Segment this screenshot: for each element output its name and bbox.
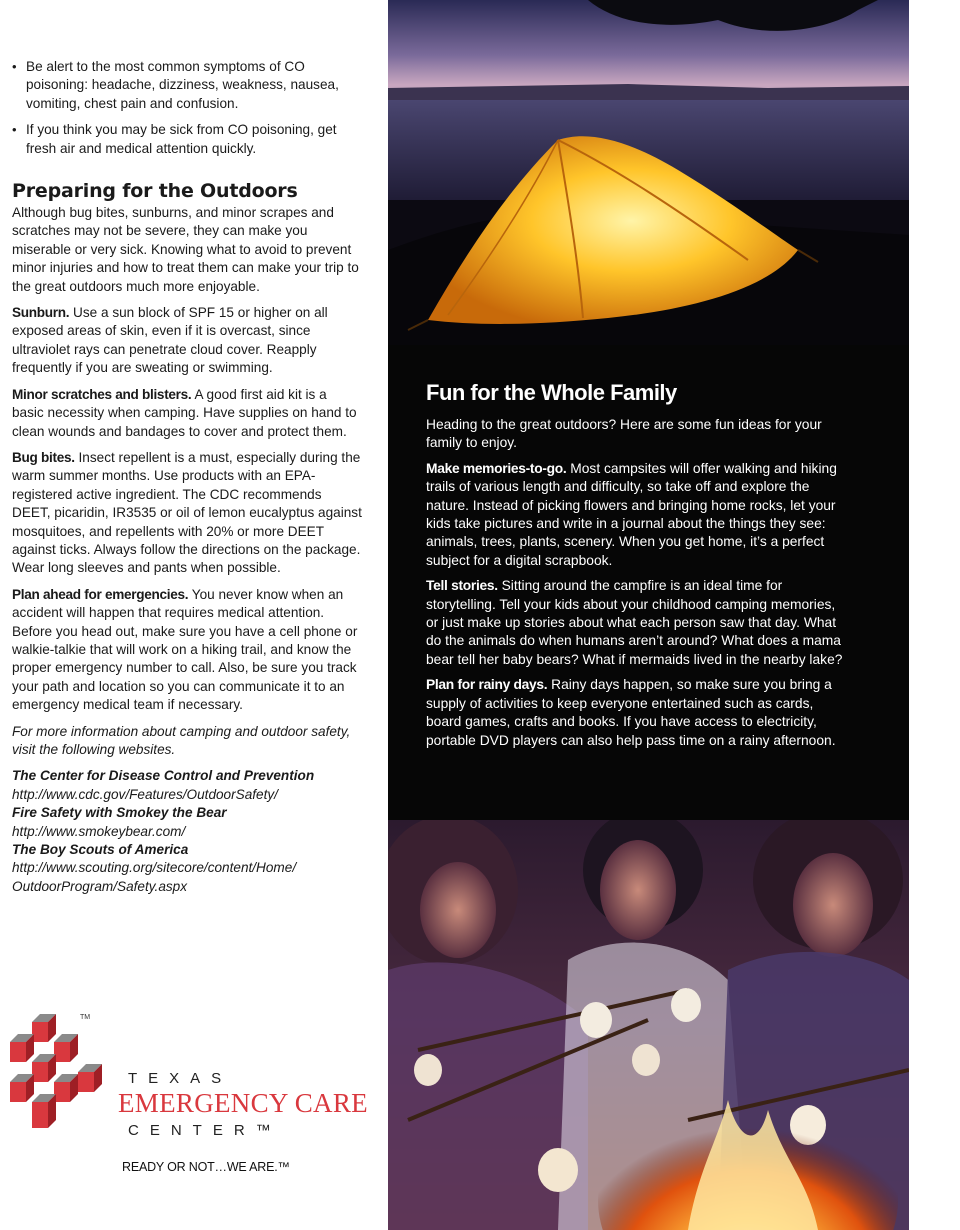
link-org-name: The Center for Disease Control and Prevention [12, 768, 315, 784]
texas-ecc-logo [8, 1010, 368, 1190]
scratches-paragraph [12, 386, 362, 441]
co-symptoms-list [12, 58, 362, 158]
paragraph-text: Sitting around the campfire is an ideal time for storytelling. Tell your kids about your childhood camping memories, or just make up stories about what each person saw that day. What do the animals do when humans aren’t around? What does a mama bear tell her baby bears? What if mermaids lived in the nearby lake? [426, 578, 843, 667]
paragraph-text: A good first aid kit is a basic necessity when camping. Have supplies on hand to clean wounds and bandages to cover and protect them. [12, 386, 357, 439]
paragraph-lead: Minor scratches and blisters. [12, 386, 192, 402]
right-panel [388, 0, 909, 1230]
resource-links [12, 767, 362, 896]
list-item: • Be alert to the most common symptoms of CO poisoning: headache, dizziness, weakness, nausea, vomiting, chest pain and confusion. [12, 58, 362, 113]
paragraph-text: Rainy days happen, so make sure you bring a supply of activities to keep everyone entertained such as cards, board games, crafts and books. If you have access to electricity, portable DVD players can also help pass time on a rainy afternoon. [426, 677, 836, 748]
family-intro: Heading to the great outdoors? Here are some fun ideas for your family to enjoy. [426, 417, 822, 451]
more-info-text: For more information about camping and outdoor safety, visit the following websites. [12, 723, 351, 757]
left-column [12, 58, 362, 896]
family-section [426, 378, 846, 757]
link-url[interactable]: http://www.cdc.gov/Features/OutdoorSafety/ [12, 786, 278, 802]
bug-bites-paragraph [12, 449, 362, 578]
campfire-photo [388, 820, 909, 1230]
paragraph-lead: Make memories-to-go. [426, 460, 567, 476]
tent-photo [388, 0, 909, 345]
paragraph-text: Most campsites will offer walking and hiking trails of various length and difficulty, so take off and explore the nature. Instead of picking flowers and bringing home rocks, let your kids take pictures and write in a journal about the things they see: animals, trees, plants, scenery. When you get home, it’s a perfect subject for a digital scrapbook. [426, 460, 837, 568]
logo-center: CENTER™ [128, 1122, 282, 1139]
trademark-mark: TM [80, 1014, 91, 1021]
sunburn-paragraph [12, 304, 362, 378]
paragraph-text: Insect repellent is a must, especially during the warm summer months. Use products with an EPA-registered active ingredient. The CDC recommends DEET, picaridin, IR3535 or oil of lemon eucalyptus against mosquitoes, and repellents with 20% or more DEET against ticks. Always follow the directions on the package. Wear long sleeves and pants when possible. [12, 449, 362, 576]
link-url[interactable]: http://www.scouting.org/sitecore/content/Home/ OutdoorProgram/Safety.aspx [12, 860, 297, 894]
paragraph-lead: Tell stories. [426, 578, 498, 594]
link-url[interactable]: http://www.smokeybear.com/ [12, 823, 186, 839]
rainy-days-paragraph [426, 676, 846, 750]
stories-paragraph [426, 577, 846, 669]
outdoors-intro: Although bug bites, sunburns, and minor scrapes and scratches may not be severe, they can make you miserable or very sick. Knowing what to avoid to prevent minor injuries and how to treat them can make your trip to the great outdoors much more enjoyable. [12, 205, 359, 294]
emergencies-paragraph [12, 586, 362, 715]
cubes-logo-icon [8, 1010, 118, 1140]
logo-emergency-care: EMERGENCY CARE [118, 1088, 368, 1118]
paragraph-lead: Plan ahead for emergencies. [12, 586, 189, 602]
list-item: • If you think you may be sick from CO poisoning, get fresh air and medical attention quickly. [12, 121, 362, 158]
paragraph-lead: Plan for rainy days. [426, 677, 548, 693]
logo-tagline: READY OR NOT…WE ARE.™ [122, 1160, 290, 1174]
logo-texas: TEXAS [128, 1070, 233, 1087]
memories-paragraph [426, 460, 846, 570]
link-org-name: Fire Safety with Smokey the Bear [12, 805, 227, 821]
family-heading: Fun for the Whole Family [426, 380, 677, 405]
paragraph-text: Use a sun block of SPF 15 or higher on all exposed areas of skin, even if it is overcast, since ultraviolet rays can penetrate cloud cover. Reapply frequently if you are sweating or swimming. [12, 305, 328, 376]
outdoors-heading: Preparing for the Outdoors [12, 180, 298, 203]
paragraph-lead: Bug bites. [12, 449, 75, 465]
link-org-name: The Boy Scouts of America [12, 842, 189, 858]
paragraph-lead: Sunburn. [12, 305, 70, 321]
paragraph-text: You never know when an accident will happen that requires medical attention. Before you head out, make sure you have a cell phone or walkie-talkie that will work on a hiking trail, and know the proper emergency number to call. Also, be sure you track your path and location so you can communicate it to an emergency medical team if necessary. [12, 586, 358, 713]
